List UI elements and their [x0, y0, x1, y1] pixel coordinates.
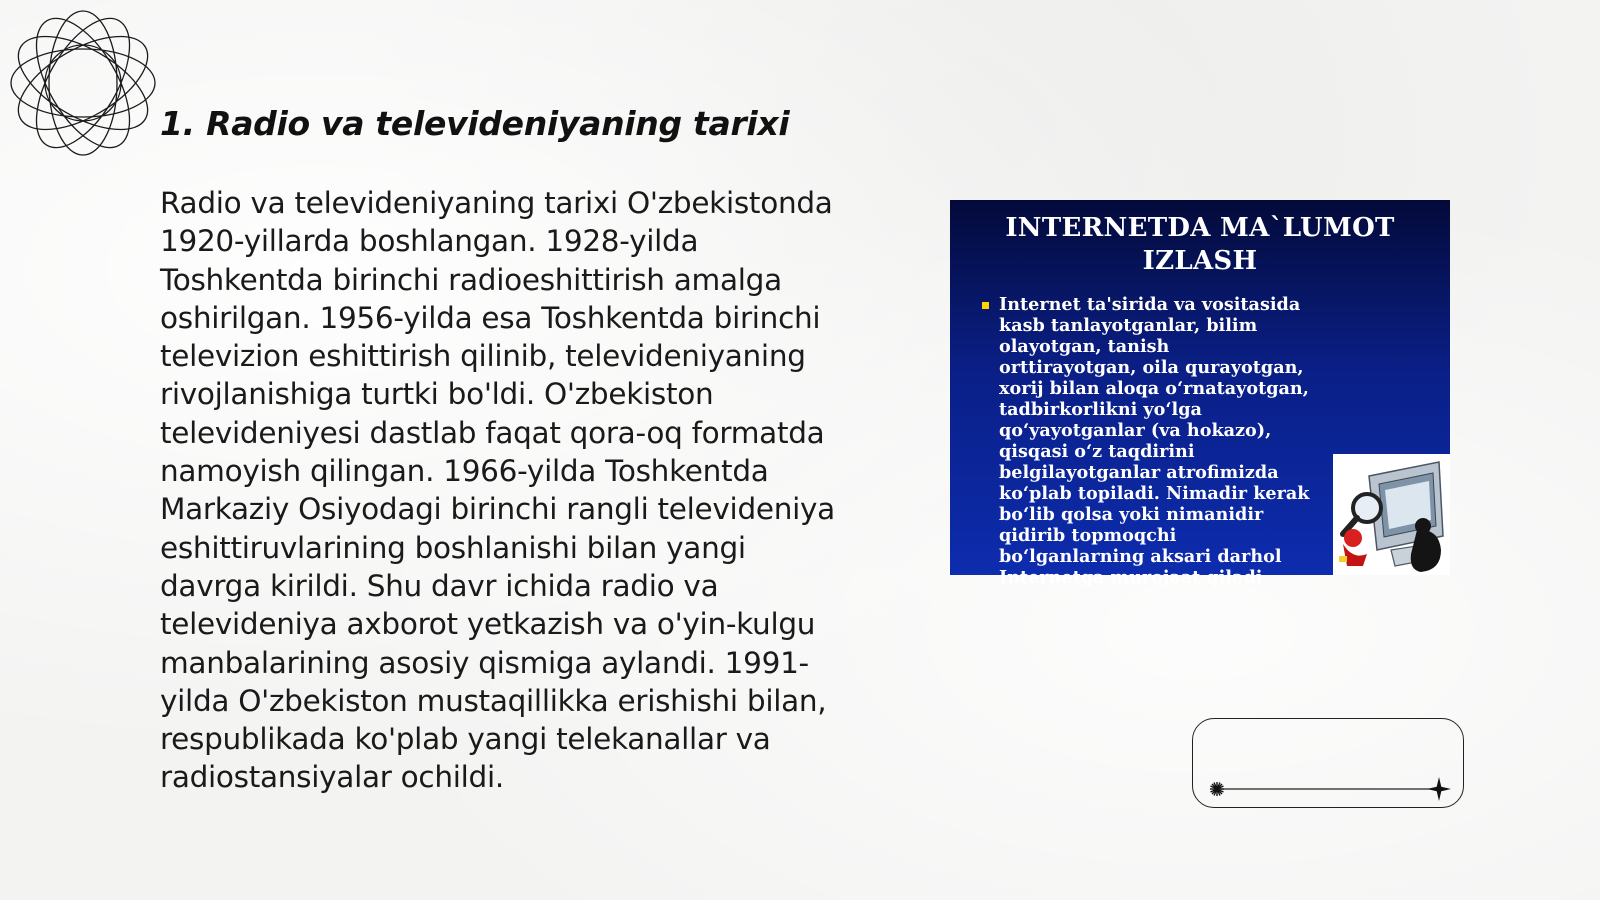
slide-title: 1. Radio va televideniyaning tarixi — [160, 104, 790, 143]
body-paragraph: Radio va televideniyaning tarixi O'zbekistonda 1920-yillarda boshlangan. 1928-yilda Toshkentda birinchi radioeshittirish amalga oshirilgan. 1956-yilda esa Toshkentda birinchi televizion eshittirish qilinib, televideniyaning rivojlanishiga turtki bo'ldi. O'zbekiston televideniyesi dastlab faqat qora-oq formatda namoyish qilingan. 1966-yilda Toshkentda Markaziy Osiyodagi birinchi rangli televideniya eshittiruvlarining boshlanishi bilan yangi davrga kirildi. Shu davr ichida radio va televideniya axborot yetkazish va o'yin-kulgu manbalarining asosiy qismiga aylandi. 1991-yilda O'zbekiston mustaqillikka erishishi bilan, respublikada ko'plab yangi telekanallar va radiostansiyalar ochildi. — [160, 186, 835, 795]
computer-search-clipart-icon — [1333, 454, 1450, 575]
embedded-slide-title: INTERNETDA MA`LUMOT IZLASH — [1005, 213, 1395, 276]
sparkle-icon — [1427, 777, 1451, 801]
timeline-box — [1192, 718, 1464, 808]
interlocking-circles-icon — [8, 8, 158, 158]
embedded-slide-image — [950, 200, 1450, 588]
starburst-icon — [1210, 782, 1224, 796]
embedded-slide-body: Internet ta'sirida va vositasida kasb tanlayotganlar, bilim olayotgan, tanish orttirayotgan, oila qurayotgan, xorij bilan aloqa oʻrnatayotgan, tadbirkorlikni yoʻlga qoʻyayotganlar (va hokazo), qisqasi oʻz taqdirini belgilayotganlar atrofimizda koʻplab topiladi. Nimadir kerak boʻlib qolsa yoki nimanidir qidirib topmoqchi boʻlganlarning aksari darhol Internetga murojaat qiladi — [999, 294, 1310, 588]
bullet-icon — [982, 302, 989, 309]
